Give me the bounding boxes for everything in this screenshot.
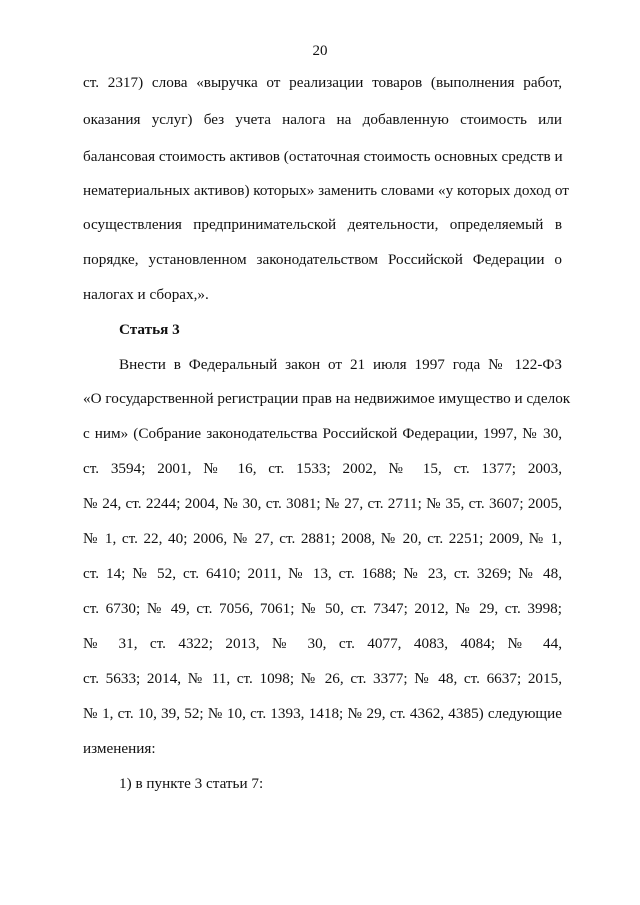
paragraph-1-line-7: налогах и сборах,».: [83, 286, 209, 303]
paragraph-2-line-2: «О государственной регистрации прав на недвижимое имущество и сделок: [83, 390, 571, 407]
paragraph-2-line-10: ст. 5633; 2014, № 11, ст. 1098; № 26, ст. 3377; № 48, ст. 6637; 2015,: [83, 670, 562, 687]
paragraph-2-line-8: ст. 6730; № 49, ст. 7056, 7061; № 50, ст. 7347; 2012, № 29, ст. 3998;: [83, 600, 562, 617]
paragraph-1-line-2: оказания услуг) без учета налога на добавленную стоимость или: [83, 111, 562, 128]
paragraph-2-line-11: № 1, ст. 10, 39, 52; № 10, ст. 1393, 1418; № 29, ст. 4362, 4385) следующие: [83, 705, 562, 722]
paragraph-1-line-4: нематериальных активов) которых» заменить словами «у которых доход от: [83, 182, 569, 199]
paragraph-1-line-5: осуществления предпринимательской деятельности, определяемый в: [83, 216, 562, 233]
paragraph-2-line-6: № 1, ст. 22, 40; 2006, № 27, ст. 2881; 2008, № 20, ст. 2251; 2009, № 1,: [83, 530, 562, 547]
paragraph-2-line-1: Внести в Федеральный закон от 21 июля 1997 года № 122-ФЗ: [119, 356, 562, 373]
page-number: 20: [312, 43, 328, 59]
paragraph-2-line-7: ст. 14; № 52, ст. 6410; 2011, № 13, ст. 1688; № 23, ст. 3269; № 48,: [83, 565, 562, 582]
paragraph-2-line-4: ст. 3594; 2001, № 16, ст. 1533; 2002, № 15, ст. 1377; 2003,: [83, 460, 562, 477]
paragraph-2-line-5: № 24, ст. 2244; 2004, № 30, ст. 3081; № 27, ст. 2711; № 35, ст. 3607; 2005,: [83, 495, 562, 512]
article-heading: Статья 3: [119, 321, 180, 338]
paragraph-2-line-9: № 31, ст. 4322; 2013, № 30, ст. 4077, 4083, 4084; № 44,: [83, 635, 562, 652]
paragraph-1-line-1: ст. 2317) слова «выручка от реализации товаров (выполнения работ,: [83, 74, 562, 91]
paragraph-1-line-3: балансовая стоимость активов (остаточная стоимость основных средств и: [83, 148, 563, 165]
paragraph-1-line-6: порядке, установленном законодательством Российской Федерации о: [83, 251, 562, 268]
paragraph-2-line-12: изменения:: [83, 740, 156, 757]
paragraph-2-line-3: с ним» (Собрание законодательства Российской Федерации, 1997, № 30,: [83, 425, 562, 442]
list-item-1: 1) в пункте 3 статьи 7:: [119, 775, 264, 792]
